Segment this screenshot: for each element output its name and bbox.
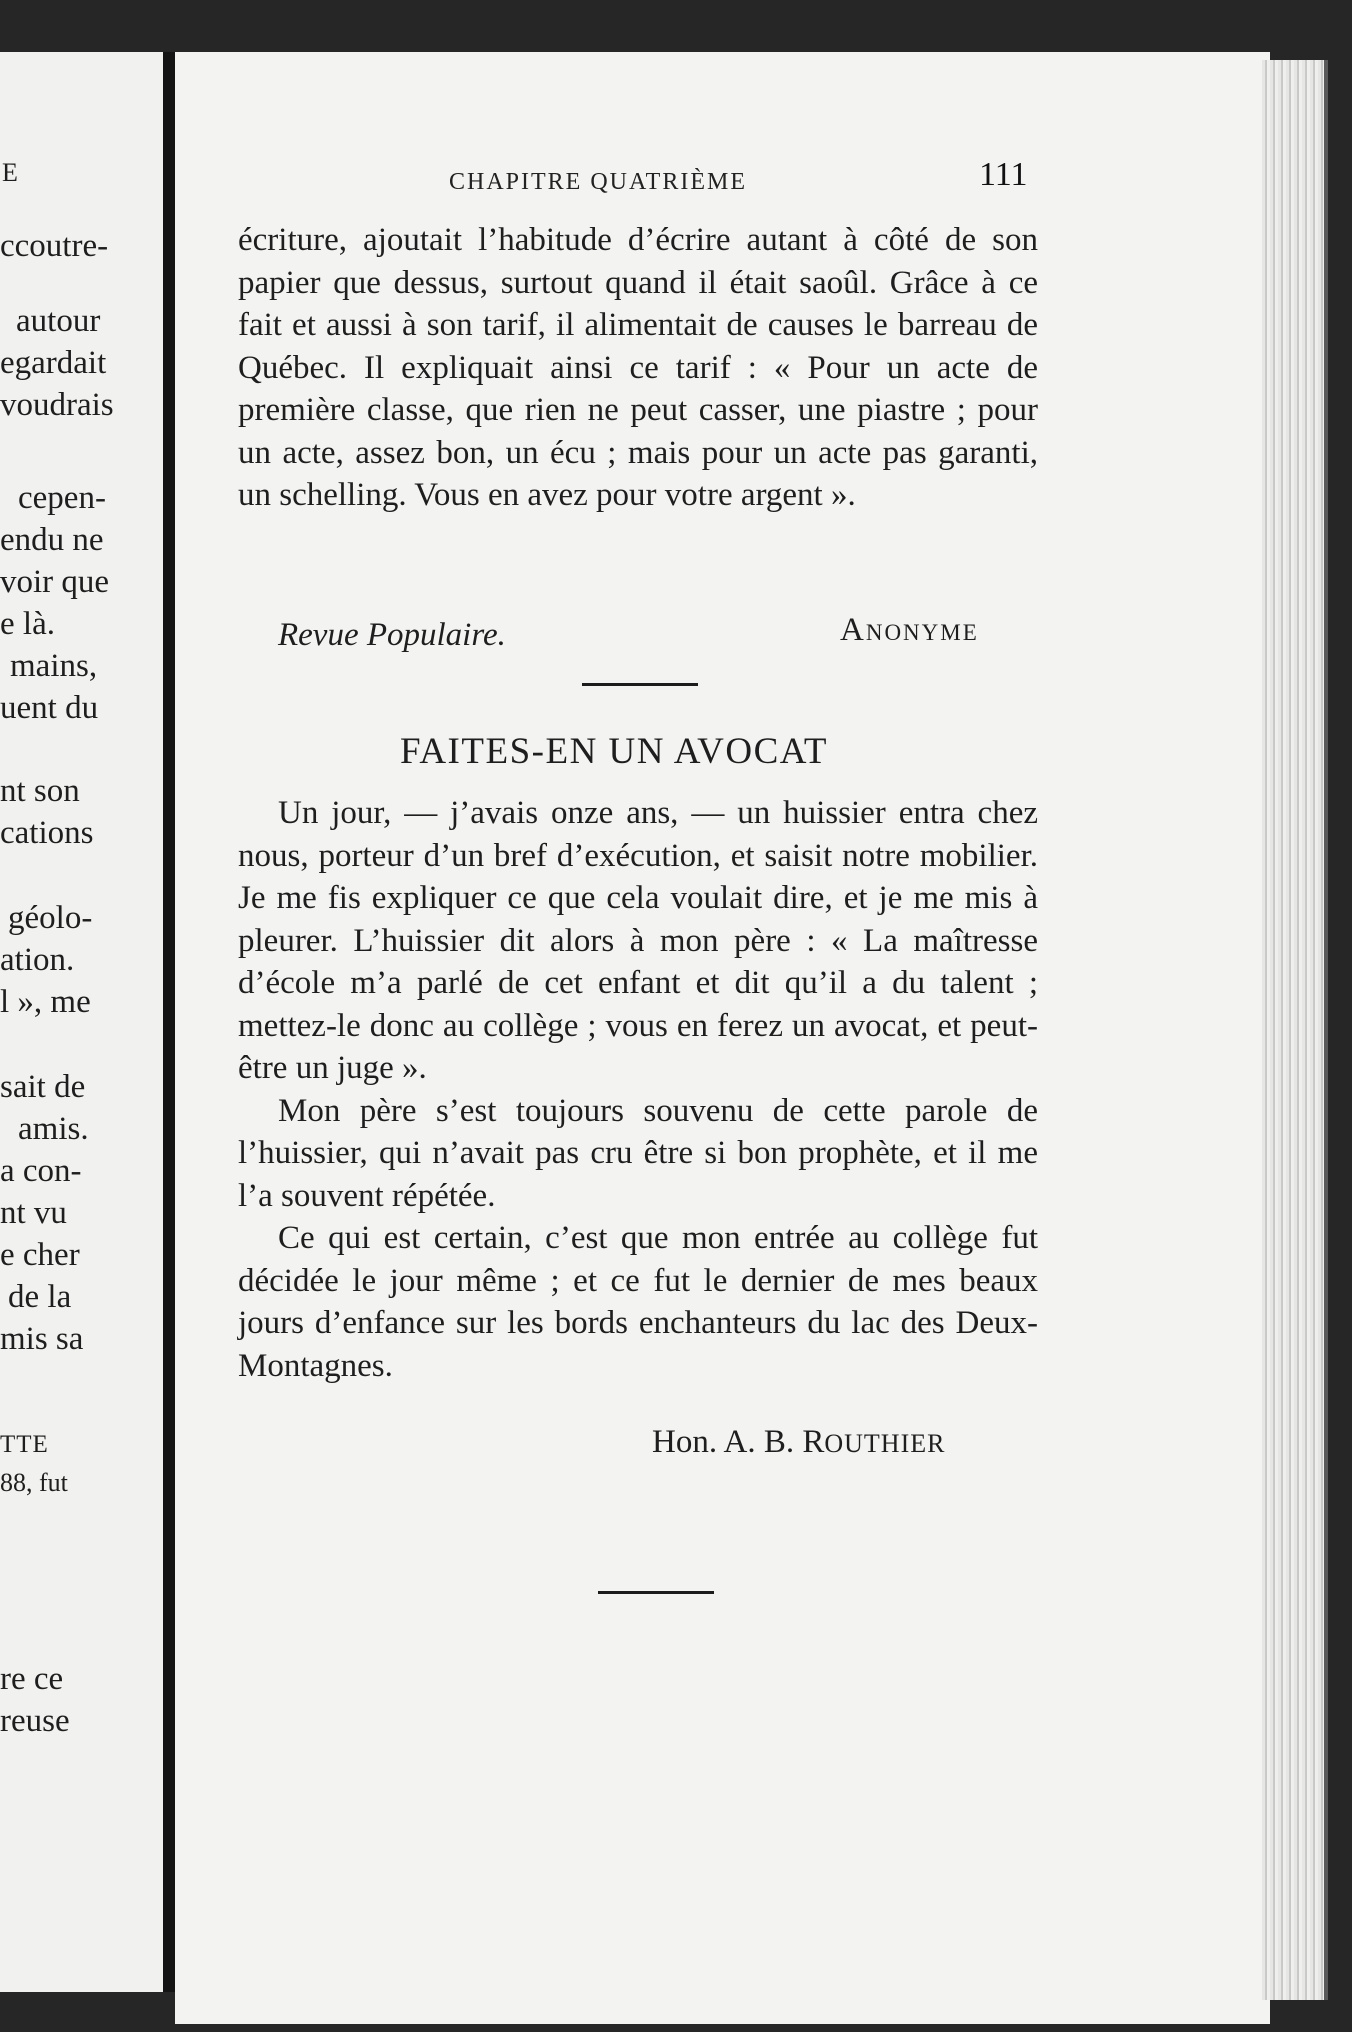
section2-paragraph: Ce qui est certain, c’est que mon entrée au collège fut décidée le jour même ; et ce fut le dernier de mes beaux jours d’enfance sur les bords enchanteurs du lac des Deux-Montagnes.: [238, 1220, 1038, 1384]
left-page-line: autour: [16, 303, 101, 339]
left-page-line: géolo-: [8, 900, 93, 936]
left-page-line: TTE: [0, 1431, 49, 1458]
left-page: [0, 52, 163, 1992]
source-citation: Revue Populaire.: [278, 617, 506, 653]
left-page-line: re ce: [0, 1661, 64, 1697]
author-signature: [652, 1424, 945, 1461]
running-header: CHAPITRE QUATRIÈME: [449, 169, 747, 195]
left-page-line: voir que: [0, 564, 110, 600]
left-page-line: E: [2, 158, 18, 187]
signature-smallcaps: OUTHIER: [824, 1429, 946, 1458]
book-gutter: [163, 52, 175, 1992]
page-edges: [1262, 60, 1328, 2000]
left-page-line: sait de: [0, 1069, 86, 1105]
left-page-line: reuse: [0, 1703, 70, 1739]
left-page-line: egardait: [0, 345, 107, 381]
left-page-line: de la: [8, 1279, 72, 1315]
left-page-line: cepen-: [18, 480, 106, 516]
left-page-line: nt son: [0, 773, 80, 809]
left-page-line: mis sa: [0, 1321, 84, 1357]
section1-body: [238, 219, 1038, 517]
section2-paragraph: Un jour, — j’avais onze ans, — un huissier entra chez nous, porteur d’un bref d’exécution, et saisit notre mobilier. Je me fis expliquer ce que cela voulait dire, et je me mis à pleurer. L’huissier dit alors à mon père : « La maîtresse d’école m’a parlé de cet enfant et dit qu’il a du talent ; mettez-le donc au collège ; vous en ferez un avocat, et peut-être un juge ».: [238, 795, 1038, 1086]
section2-paragraph: Mon père s’est toujours souvenu de cette parole de l’huissier, qui n’avait pas cru être si bon prophète, et il me l’a souvent répétée.: [238, 1092, 1038, 1214]
left-page-line: ation.: [0, 942, 75, 978]
left-page-line: amis.: [18, 1111, 89, 1147]
left-page-line: ccoutre-: [0, 228, 109, 264]
section1-paragraph: écriture, ajoutait l’habitude d’écrire autant à côté de son papier que dessus, surtout quand il était saoûl. Grâce à ce fait et aussi à son tarif, il alimentait de causes le barreau de Québec. Il expliquait ainsi ce tarif : « Pour un acte de première classe, que rien ne peut casser, une piastre ; pour un acte, assez bon, un écu ; mais pour un acte pas garanti, un schelling. Vous en avez pour votre argent ».: [238, 222, 1038, 513]
left-page-line: mains,: [10, 648, 98, 684]
section-divider: [582, 683, 698, 686]
signature-prefix: Hon. A. B. R: [652, 1424, 825, 1460]
left-page-line: endu ne: [0, 522, 104, 558]
left-page-line: nt vu: [0, 1195, 67, 1231]
page-number: 111: [979, 156, 1028, 193]
left-page-line: cations: [0, 815, 94, 851]
left-page-line: a con-: [0, 1153, 82, 1189]
left-page-line: 88, fut: [0, 1468, 68, 1497]
section-title: FAITES-EN UN AVOCAT: [400, 731, 828, 772]
end-divider: [598, 1591, 714, 1594]
left-page-line: voudrais: [0, 387, 114, 423]
left-page-line: e là.: [0, 606, 55, 642]
left-page-line: uent du: [0, 690, 99, 726]
section2-body: [238, 792, 1038, 1387]
left-page-line: e cher: [0, 1237, 80, 1273]
left-page-line: l », me: [0, 984, 91, 1020]
author-anonyme: Anonyme: [840, 612, 979, 648]
